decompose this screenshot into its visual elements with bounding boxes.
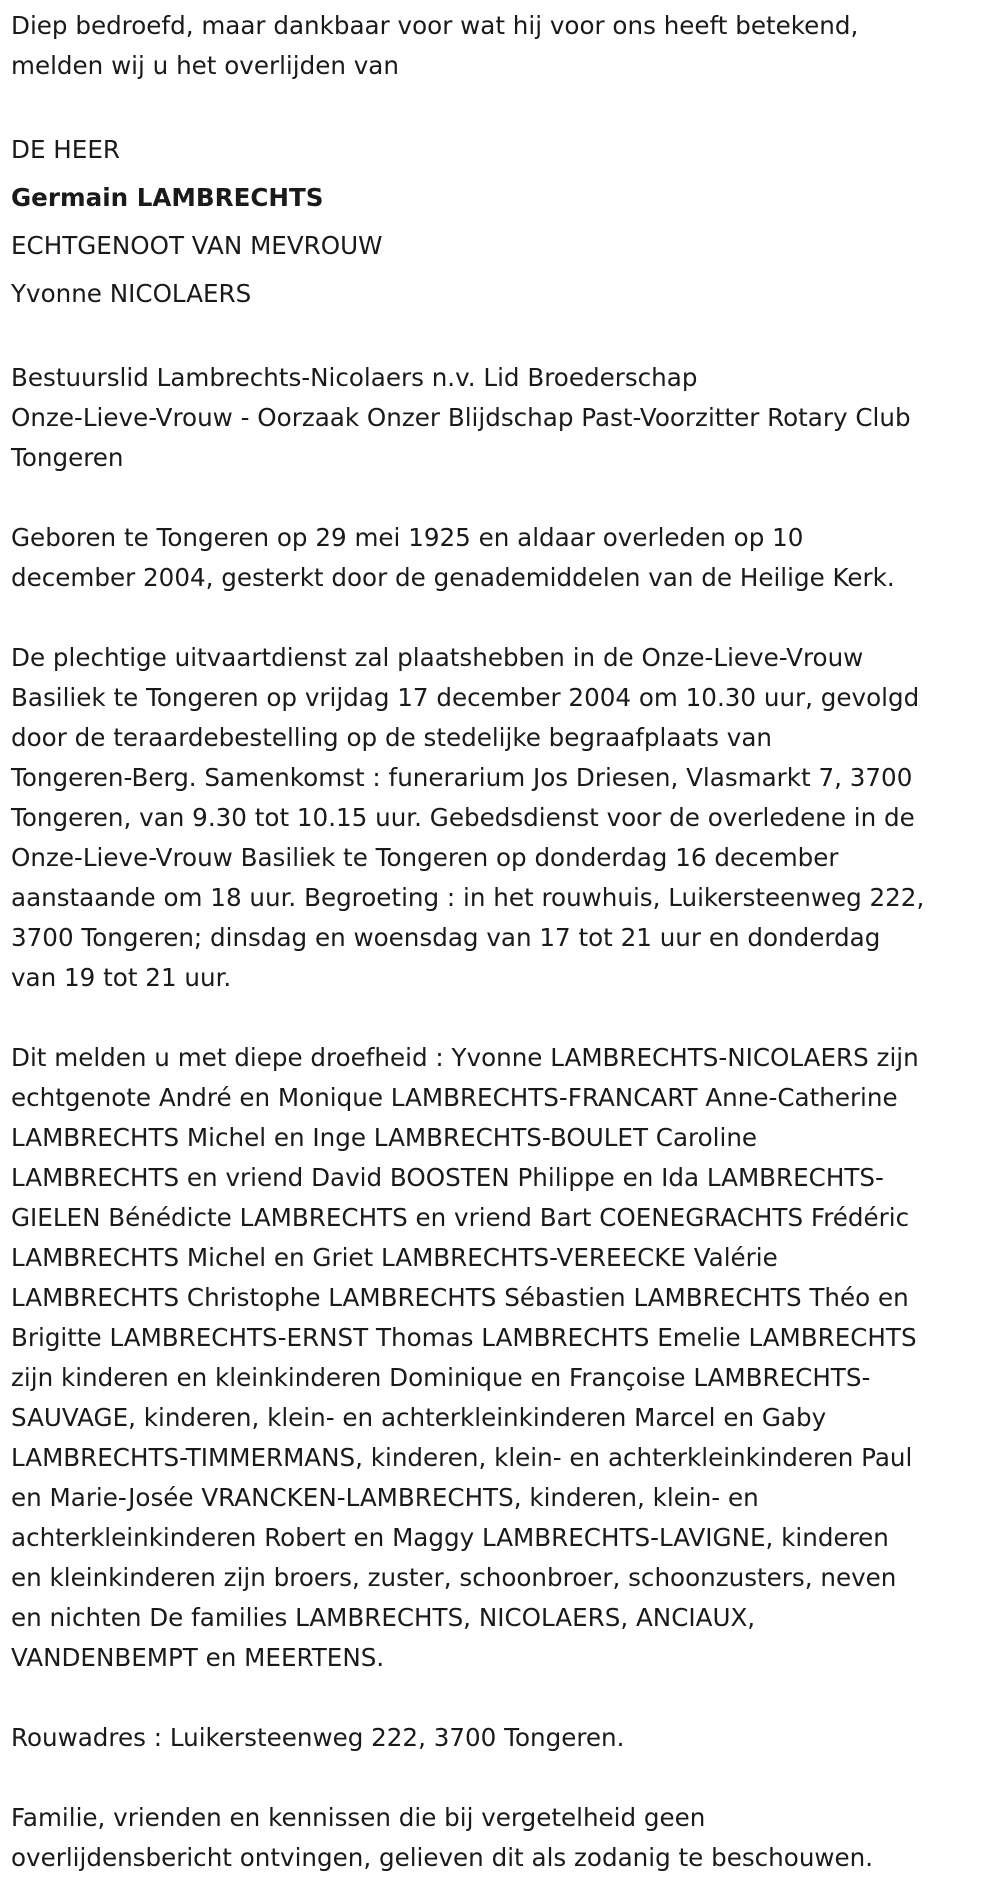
family-line: Brigitte LAMBRECHTS-ERNST Thomas LAMBRECHTS Emelie LAMBRECHTS xyxy=(11,1323,917,1352)
deceased-name: Germain LAMBRECHTS xyxy=(11,183,324,212)
family-line: LAMBRECHTS-TIMMERMANS, kinderen, klein- en achterkleinkinderen Paul xyxy=(11,1443,913,1472)
family-line: LAMBRECHTS en vriend David BOOSTEN Philippe en Ida LAMBRECHTS- xyxy=(11,1163,884,1192)
family-line: en kleinkinderen zijn broers, zuster, schoonbroer, schoonzusters, neven xyxy=(11,1563,897,1592)
spacer xyxy=(11,1678,988,1718)
spacer xyxy=(11,998,988,1038)
spacer xyxy=(11,478,988,518)
closing-line: overlijdensbericht ontvingen, gelieven dit als zodanig te beschouwen. xyxy=(11,1843,874,1872)
family-line: zijn kinderen en kleinkinderen Dominique en Françoise LAMBRECHTS- xyxy=(11,1363,871,1392)
spacer xyxy=(11,86,988,126)
family-line: echtgenote André en Monique LAMBRECHTS-FRANCART Anne-Catherine xyxy=(11,1083,898,1112)
spacer xyxy=(11,318,988,358)
family-paragraph xyxy=(11,1038,988,1678)
birth-death-line: Geboren te Tongeren op 29 mei 1925 en aldaar overleden op 10 xyxy=(11,523,804,552)
spouse-label: ECHTGENOOT VAN MEVROUW xyxy=(11,231,383,260)
functions-paragraph xyxy=(11,358,988,478)
closing-line: Familie, vrienden en kennissen die bij vergetelheid geen xyxy=(11,1803,706,1832)
family-line: LAMBRECHTS Christophe LAMBRECHTS Sébastien LAMBRECHTS Théo en xyxy=(11,1283,909,1312)
family-line: LAMBRECHTS Michel en Inge LAMBRECHTS-BOULET Caroline xyxy=(11,1123,758,1152)
funeral-line: 3700 Tongeren; dinsdag en woensdag van 17 tot 21 uur en donderdag xyxy=(11,923,881,952)
funeral-line: Onze-Lieve-Vrouw Basiliek te Tongeren op donderdag 16 december xyxy=(11,843,839,872)
funeral-line: van 19 tot 21 uur. xyxy=(11,963,232,992)
funeral-paragraph xyxy=(11,638,988,998)
funeral-line: aanstaande om 18 uur. Begroeting : in het rouwhuis, Luikersteenweg 222, xyxy=(11,883,925,912)
family-line: achterkleinkinderen Robert en Maggy LAMBRECHTS-LAVIGNE, kinderen xyxy=(11,1523,889,1552)
intro-line: Diep bedroefd, maar dankbaar voor wat hij voor ons heeft betekend, xyxy=(11,11,859,40)
mourning-address: Rouwadres : Luikersteenweg 222, 3700 Tongeren. xyxy=(11,1723,625,1752)
funeral-line: Basiliek te Tongeren op vrijdag 17 december 2004 om 10.30 uur, gevolgd xyxy=(11,683,920,712)
spouse-name: Yvonne NICOLAERS xyxy=(11,279,252,308)
funeral-line: De plechtige uitvaartdienst zal plaatshebben in de Onze-Lieve-Vrouw xyxy=(11,643,864,672)
family-line: Dit melden u met diepe droefheid : Yvonne LAMBRECHTS-NICOLAERS zijn xyxy=(11,1043,919,1072)
birth-death-paragraph xyxy=(11,518,988,598)
closing-paragraph xyxy=(11,1798,988,1878)
functions-line: Onze-Lieve-Vrouw - Oorzaak Onzer Blijdschap Past-Voorzitter Rotary Club xyxy=(11,403,911,432)
birth-death-line: december 2004, gesterkt door de genademiddelen van de Heilige Kerk. xyxy=(11,563,895,592)
spacer xyxy=(11,1758,988,1798)
functions-line: Bestuurslid Lambrechts-Nicolaers n.v. Lid Broederschap xyxy=(11,363,698,392)
family-line: en nichten De families LAMBRECHTS, NICOLAERS, ANCIAUX, xyxy=(11,1603,756,1632)
funeral-line: door de teraardebestelling op de stedelijke begraafplaats van xyxy=(11,723,773,752)
family-line: LAMBRECHTS Michel en Griet LAMBRECHTS-VEREECKE Valérie xyxy=(11,1243,778,1272)
family-line: SAUVAGE, kinderen, klein- en achterkleinkinderen Marcel en Gaby xyxy=(11,1403,827,1432)
deceased-block xyxy=(11,126,988,318)
family-line: en Marie-Josée VRANCKEN-LAMBRECHTS, kinderen, klein- en xyxy=(11,1483,759,1512)
intro-paragraph xyxy=(11,6,988,86)
deceased-title: DE HEER xyxy=(11,135,120,164)
family-line: GIELEN Bénédicte LAMBRECHTS en vriend Bart COENEGRACHTS Frédéric xyxy=(11,1203,910,1232)
intro-line: melden wij u het overlijden van xyxy=(11,51,399,80)
address-paragraph xyxy=(11,1718,988,1758)
functions-line: Tongeren xyxy=(11,443,124,472)
funeral-line: Tongeren-Berg. Samenkomst : funerarium Jos Driesen, Vlasmarkt 7, 3700 xyxy=(11,763,913,792)
spacer xyxy=(11,598,988,638)
family-line: VANDENBEMPT en MEERTENS. xyxy=(11,1643,385,1672)
funeral-line: Tongeren, van 9.30 tot 10.15 uur. Gebedsdienst voor de overledene in de xyxy=(11,803,915,832)
